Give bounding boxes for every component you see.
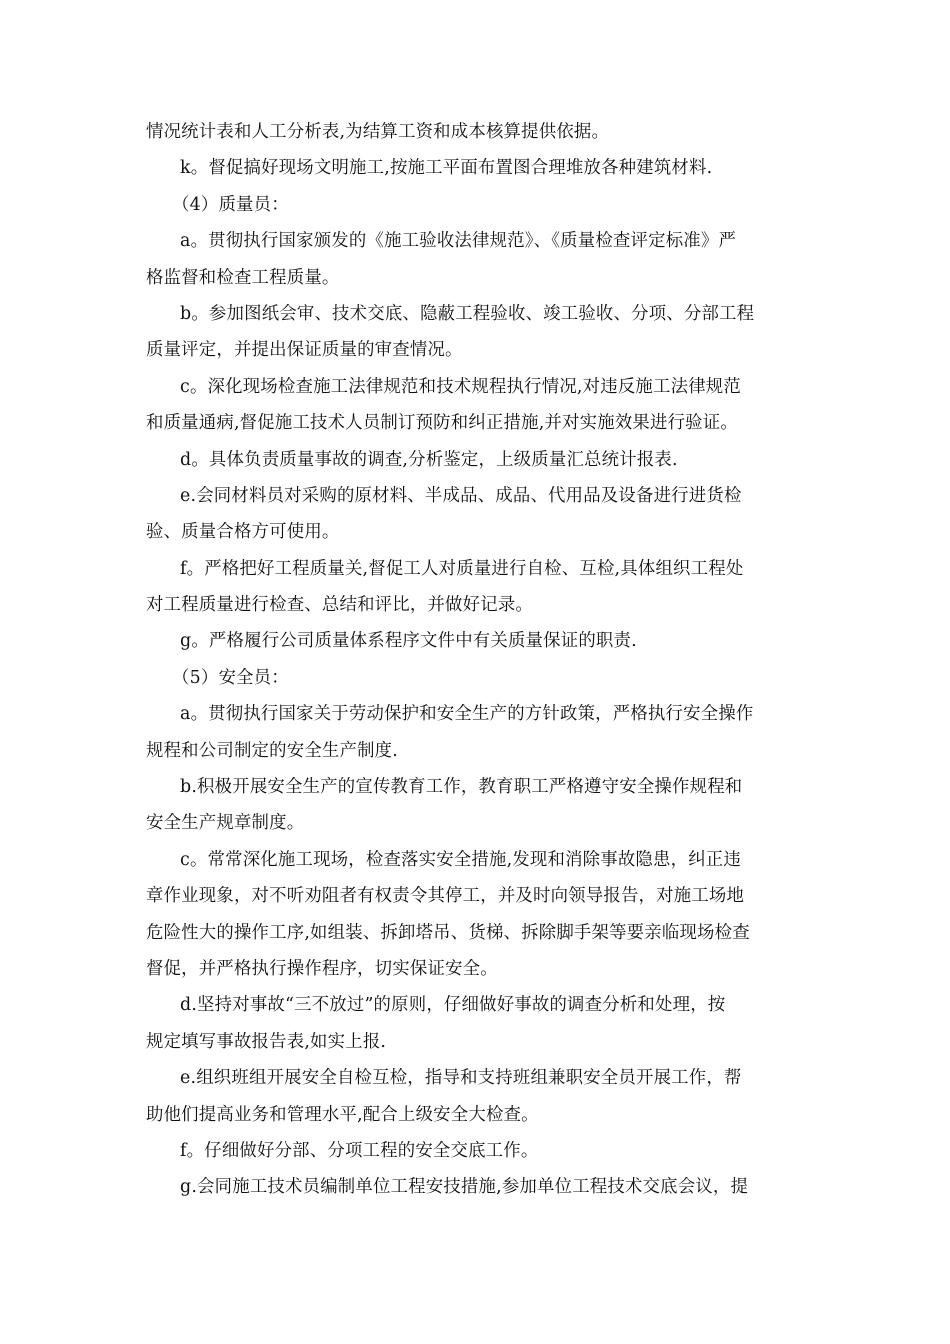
text-line-7: 质量评定，并提出保证质量的审查情况。 [146,340,463,361]
text-line-13: f。严格把好工程质量关,督促工人对质量进行自检、互检,具体组织工程处 [180,558,744,579]
text-line-27: e.组织班组开展安全自检互检，指导和支持班组兼职安全员开展工作，帮 [180,1068,742,1089]
text-line-29: f。仔细做好分部、分项工程的安全交底工作。 [180,1140,539,1161]
text-line-28: 助他们提高业务和管理水平,配合上级安全大检查。 [146,1104,539,1125]
text-line-2: k。督促搞好现场文明施工,按施工平面布置图合理堆放各种建筑材料. [180,158,713,179]
text-line-5: 格监督和检查工程质量。 [146,267,340,288]
text-line-15: g。严格履行公司质量体系程序文件中有关质量保证的职责. [180,631,637,652]
text-line-6: b。参加图纸会审、技术交底、隐蔽工程验收、竣工验收、分项、分部工程 [180,303,755,324]
text-line-25: d.坚持对事故“三不放过”的原则，仔细做好事故的调查分析和处理，按 [180,995,726,1016]
text-line-18: 规程和公司制定的安全生产制度. [146,740,398,761]
text-line-23: 危险性大的操作工序,如组装、拆卸塔吊、货梯、拆除脚手架等要亲临现场检查 [146,922,750,943]
section-heading-quality-officer: （4）质量员： [172,194,289,215]
text-line-8: c。深化现场检查施工法律规范和技术规程执行情况,对违反施工法律规范 [180,376,741,397]
text-line-14: 对工程质量进行检查、总结和评比，并做好记录。 [146,595,533,616]
text-line-12: 验、质量合格方可使用。 [146,522,340,543]
text-line-11: e.会同材料员对采购的原材料、半成品、成品、代用品及设备进行进货检 [180,485,742,506]
text-line-1: 情况统计表和人工分析表,为结算工资和成本核算提供依据。 [146,122,610,142]
text-line-24: 督促，并严格执行操作程序，切实保证安全。 [146,958,498,979]
text-line-21: c。常常深化施工现场，检查落实安全措施,发现和消除事故隐患，纠正违 [180,849,741,870]
text-line-19: b.积极开展安全生产的宣传教育工作，教育职工严格遵守安全操作规程和 [180,777,743,798]
text-line-4: a。贯彻执行国家颁发的《施工验收法律规范》、《质量检查评定标准》严 [180,231,737,252]
text-line-17: a。贯彻执行国家关于劳动保护和安全生产的方针政策，严格执行安全操作 [180,704,754,725]
section-heading-safety-officer: （5）安全员： [172,667,289,688]
document-body [146,114,806,1206]
text-line-22: 章作业现象，对不听劝阻者有权责令其停工，并及时向领导报告，对施工场地 [146,886,745,907]
text-line-20: 安全生产规章制度。 [146,813,305,834]
text-line-9: 和质量通病,督促施工技术人员制订预防和纠正措施,并对实施效果进行验证。 [146,413,738,434]
text-line-10: d。具体负责质量事故的调查,分析鉴定，上级质量汇总统计报表. [180,449,678,470]
text-line-30: g.会同施工技术员编制单位工程安技措施,参加单位工程技术交底会议，提 [180,1177,749,1198]
text-line-26: 规定填写事故报告表,如实上报. [146,1031,387,1052]
